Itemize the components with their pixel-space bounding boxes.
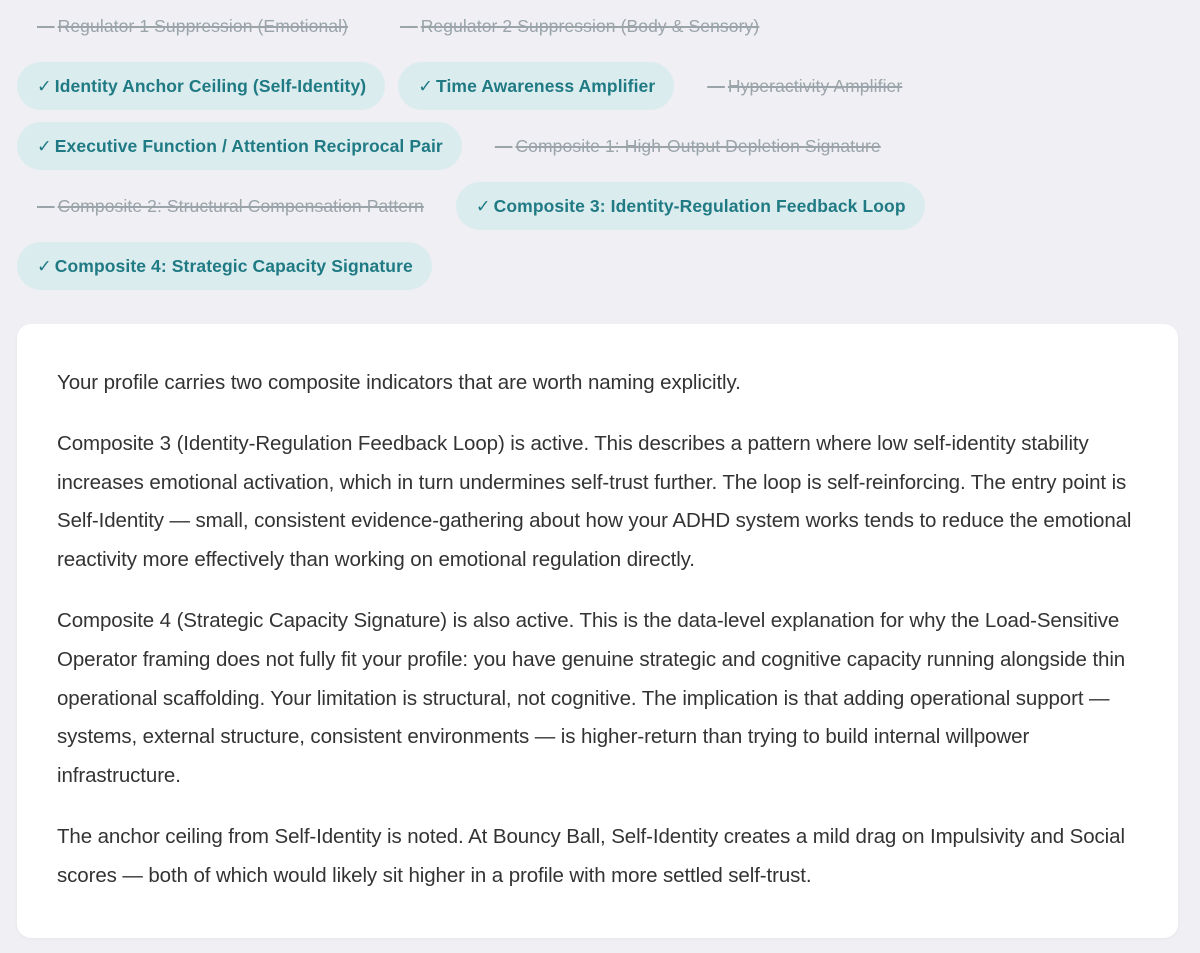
tag-composite-2 [17,182,443,230]
dash-icon: — [707,75,725,96]
tag-label: Composite 4: Strategic Capacity Signature [54,255,413,276]
checkmark-icon: ✓ [37,135,52,156]
tag-label: Hyperactivity Amplifier [727,75,903,96]
tag-row [17,242,445,290]
tag-row [17,2,791,50]
checkmark-icon: ✓ [37,255,52,276]
tag-composite-1 [475,122,900,170]
checkmark-icon: ✓ [418,75,433,96]
summary-paragraph: The anchor ceiling from Self-Identity is noted. At Bouncy Ball, Self-Identity creates a mild drag on Impulsivity and Social scores — both of which would likely sit higher in a profile with more settled self-trust. [57,824,1125,887]
tag-identity-anchor-ceiling [17,62,385,110]
summary-paragraph: Composite 4 (Strategic Capacity Signature) is also active. This is the data-level explanation for why the Load-Sensitive Operator framing does not fully fit your profile: you have genuine strategic and cognitive capacity running alongside thin operational scaffolding. Your limitation is structural, not cognitive. The implication is that adding operational support — systems, external structure, consistent environments — is higher-return than trying to build internal willpower infrastructure. [57,608,1126,788]
tag-label: Identity Anchor Ceiling (Self-Identity) [54,75,367,96]
tag-hyperactivity-amplifier [687,62,921,110]
tag-label: Executive Function / Attention Reciprocal Pair [54,135,443,156]
summary-paragraph: Composite 3 (Identity-Regulation Feedback Loop) is active. This describes a pattern where low self-identity stability increases emotional activation, which in turn undermines self-trust further. The loop is self-reinforcing. The entry point is Self-Identity — small, consistent evidence-gathering about how your ADHD system works tends to reduce the emotional reactivity more effectively than working on emotional regulation directly. [57,431,1132,572]
tag-label: Composite 2: Structural Compensation Pattern [57,195,424,216]
dash-icon: — [37,15,55,36]
composite-summary-card [17,324,1178,938]
tag-executive-function-attention-pair [17,122,462,170]
tag-label: Time Awareness Amplifier [435,75,656,96]
tag-label: Regulator 1 Suppression (Emotional) [57,15,349,36]
tag-time-awareness-amplifier [398,62,674,110]
tag-row [17,122,913,170]
tag-composite-4 [17,242,432,290]
tag-regulator-1-suppression [17,2,367,50]
tag-row [17,62,934,110]
checkmark-icon: ✓ [37,75,52,96]
dash-icon: — [37,195,55,216]
tag-label: Composite 3: Identity-Regulation Feedback Loop [493,195,906,216]
tag-row [17,182,938,230]
checkmark-icon: ✓ [475,195,491,216]
tag-composite-3 [456,182,925,230]
tag-label: Regulator 2 Suppression (Body & Sensory) [420,15,760,36]
summary-paragraph: Your profile carries two composite indicators that are worth naming explicitly. [57,371,741,394]
dash-icon: — [400,15,418,36]
dash-icon: — [494,135,513,156]
tag-label: Composite 1: High-Output Depletion Signature [515,135,881,156]
tag-regulator-2-suppression [380,2,778,50]
